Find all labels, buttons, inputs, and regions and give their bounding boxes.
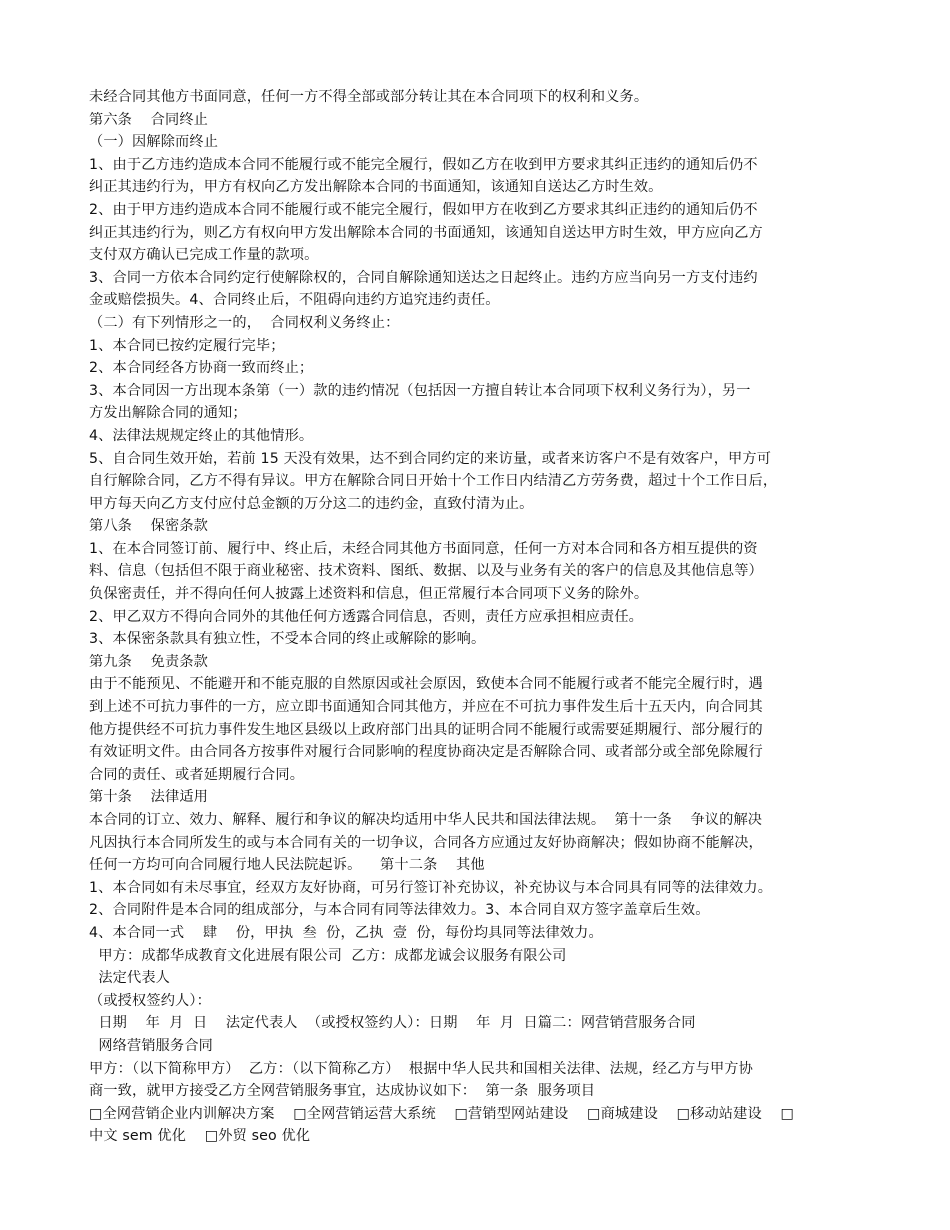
signature-label: （或授权签约人）：: [89, 992, 211, 1009]
signature-date-line: 日期 年 月 日 法定代表人 （或授权签约人）：日期 年 月 日篇二：网营销营服务合同: [89, 1015, 696, 1032]
text-line: 未经合同其他方书面同意，任何一方不得全部或部分转让其在本合同项下的权利和义务。: [89, 89, 649, 105]
checkbox-options-line: □全网营销企业内训解决方案 □全网营销运营大系统 □营销型网站建设 □商城建设 □移动站建设 □: [89, 1105, 795, 1122]
signature-parties: 甲方：成都华成教育文化进展有限公司 乙方：成都龙诚会议服务有限公司: [89, 947, 567, 964]
text-line: 任何一方均可向合同履行地人民法院起诉。 第十二条 其他: [89, 857, 485, 874]
text-line: 甲方：（以下简称甲方） 乙方：（以下简称乙方） 根据中华人民共和国相关法律、法规，经乙方与甲方协: [89, 1060, 753, 1077]
text-line: 2、由于甲方违约造成本合同不能履行或不能完全履行，假如甲方在收到乙方要求其纠正违约的通知后仍不: [89, 201, 758, 218]
text-line: 合同的责任、或者延期履行合同。: [89, 766, 305, 783]
text-line: 1、本合同如有未尽事宜，经双方友好协商，可另行签订补充协议，补充协议与本合同具有同等的法律效力。: [89, 879, 773, 896]
text-line: 他方提供经不可抗力事件发生地区县级以上政府部门出具的证明合同不能履行或需要延期履行、部分履行的: [89, 721, 763, 738]
text-line: 纠正其违约行为，则乙方有权向甲方发出解除本合同的书面通知，该通知自送达甲方时生效，甲方应向乙方: [89, 224, 763, 241]
text-line: 方发出解除合同的通知；: [89, 405, 247, 422]
text-line: 纠正其违约行为，甲方有权向乙方发出解除本合同的书面通知，该通知自送达乙方时生效。: [89, 179, 663, 196]
text-line: 金或赔偿损失。4、合同终止后，不阻碍向违约方追究违约责任。: [89, 292, 500, 309]
text-line: 5、自合同生效开始，若前 15 天没有效果，达不到合同约定的来访量，或者来访客户不是有效客户，甲方可: [89, 450, 772, 467]
text-line: 1、本合同已按约定履行完毕；: [89, 337, 285, 354]
contract-title: 网络营销服务合同: [89, 1037, 214, 1054]
text-line: 有效证明文件。由合同各方按事件对履行合同影响的程度协商决定是否解除合同、或者部分或全部免除履行: [89, 744, 763, 761]
signature-label: 法定代表人: [89, 970, 171, 987]
text-line: 料、信息（包括但不限于商业秘密、技术资料、图纸、数据、以及与业务有关的客户的信息及其他信息等）: [89, 563, 763, 580]
text-line: 4、法律法规规定终止的其他情形。: [89, 427, 314, 444]
subsection-heading: （二）有下列情形之一的， 合同权利义务终止：: [89, 314, 400, 331]
document-body: [89, 86, 869, 1148]
section-heading: 第八条 保密条款: [89, 518, 209, 535]
text-line: 本合同的订立、效力、解释、履行和争议的解决均适用中华人民共和国法律法规。 第十一条 争议的解决: [89, 812, 763, 828]
text-line: 2、本合同经各方协商一致而终止；: [89, 360, 314, 377]
checkbox-options-line: 中文 sem 优化 □外贸 seo 优化: [89, 1128, 311, 1145]
text-line: 1、在本合同签订前、履行中、终止后，未经合同其他方书面同意，任何一方对本合同和各方相互提供的资: [89, 540, 758, 557]
text-line: 甲方每天向乙方支付应付总金额的万分这二的违约金，直致付清为止。: [89, 495, 534, 512]
text-line: 3、合同一方依本合同约定行使解除权的，合同自解除通知送达之日起终止。违约方应当向另一方支付违约: [89, 269, 758, 286]
text-line: 1、由于乙方违约造成本合同不能履行或不能完全履行，假如乙方在收到甲方要求其纠正违约的通知后仍不: [89, 156, 758, 173]
text-line: 3、本保密条款具有独立性，不受本合同的终止或解除的影响。: [89, 631, 486, 648]
text-line: 商一致，就甲方接受乙方全网营销服务事宜，达成协议如下： 第一条 服务项目: [89, 1083, 596, 1100]
text-line: 2、合同附件是本合同的组成部分，与本合同有同等法律效力。3、本合同自双方签字盖章后生效。: [89, 902, 710, 919]
text-line: 到上述不可抗力事件的一方，应立即书面通知合同其他方，并应在不可抗力事件发生后十五天内，向合同其: [89, 699, 763, 716]
section-heading: 第十条 法律适用: [89, 789, 209, 806]
text-line: 支付双方确认已完成工作量的款项。: [89, 247, 319, 264]
text-line: 3、本合同因一方出现本条第（一）款的违约情况（包括因一方擅自转让本合同项下权利义务行为），另一: [89, 382, 751, 399]
text-line: 凡因执行本合同所发生的或与本合同有关的一切争议，合同各方应通过友好协商解决；假如协商不能解决，: [89, 834, 763, 851]
section-heading: 第六条 合同终止: [89, 111, 209, 128]
section-heading: 第九条 免责条款: [89, 653, 209, 670]
text-line: 由于不能预见、不能避开和不能克服的自然原因或社会原因，致使本合同不能履行或者不能完全履行时，遇: [89, 676, 763, 693]
text-line: 2、甲乙双方不得向合同外的其他任何方透露合同信息，否则，责任方应承担相应责任。: [89, 608, 644, 625]
text-line: 自行解除合同，乙方不得有异议。甲方在解除合同日开始十个工作日内结清乙方劳务费，超过十个工作日后，: [89, 473, 778, 490]
text-line: 4、本合同一式 肆 份，甲执 叁 份，乙执 壹 份，每份均具同等法律效力。: [89, 924, 603, 941]
subsection-heading: （一）因解除而终止: [89, 134, 219, 151]
text-line: 负保密责任，并不得向任何人披露上述资料和信息，但正常履行本合同项下义务的除外。: [89, 586, 649, 603]
